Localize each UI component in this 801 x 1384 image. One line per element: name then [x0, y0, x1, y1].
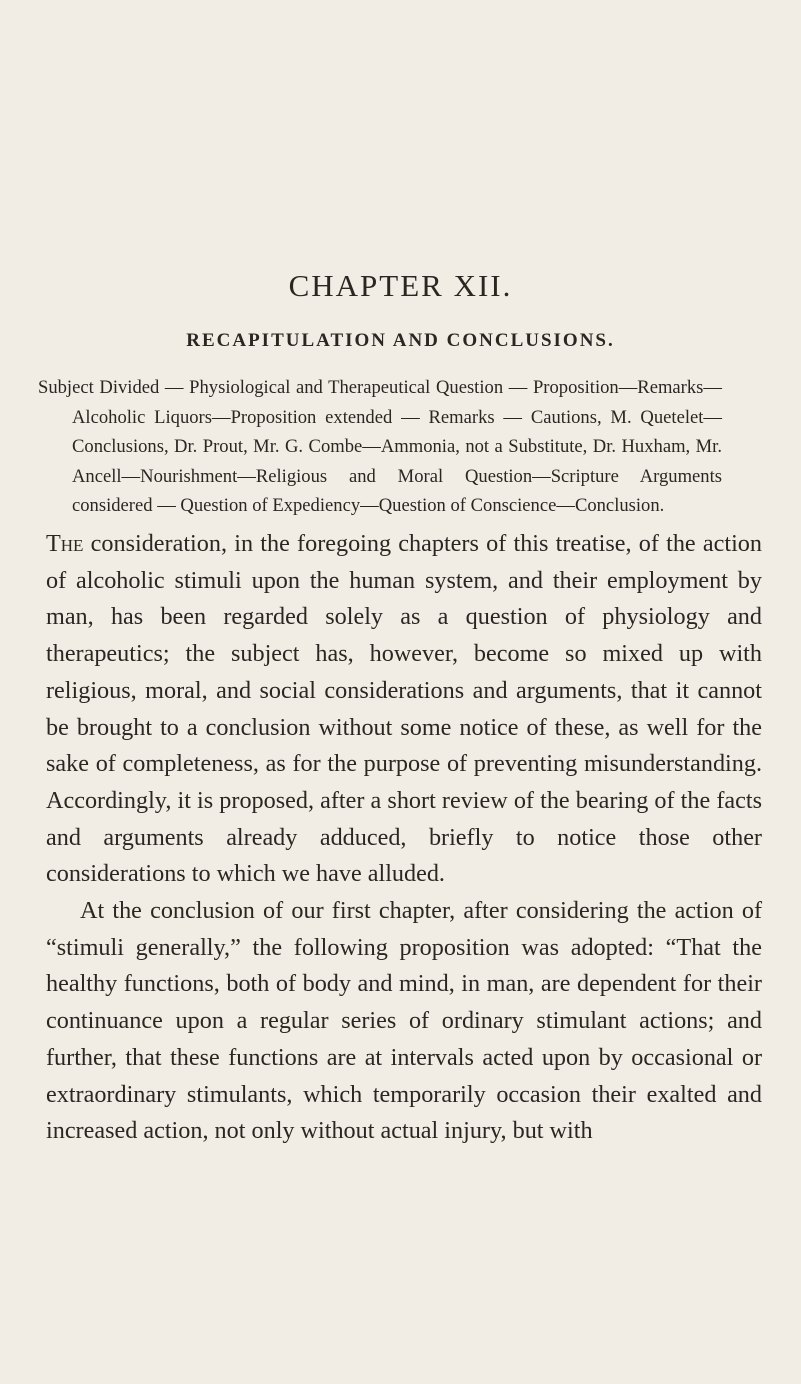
chapter-synopsis: Subject Divided — Physiological and Therapeutical Question — Proposition—Remarks—Alcoholic Liquors—Proposition extended — Remarks — Cautions, M. Quetelet—Conclusions, Dr. Prout, Mr. G. Combe—Ammonia, not a Substitute, Dr. Huxham, Mr. Ancell—Nourishment—Religious and Moral Question—Scripture Arguments considered — Question of Expediency—Question of Conscience—Conclusion. [38, 377, 722, 516]
paragraph-2: At the conclusion of our first chapter, after considering the action of “stimuli generally,” the following proposition was adopted: “That the healthy functions, both of body and mind, in man, are dependent for their continuance upon a regular series of ordinary stimulant actions; and further, that these functions are at intervals acted upon by occasional or extraordinary stimulants, which temporarily occasion their exalted and increased action, not only without actual injury, but with [46, 897, 762, 1145]
paragraph-1-text: consideration, in the foregoing chapters of this treatise, of the action of alcoholic stimuli upon the human system, and their employment by man, has been regarded solely as a question of physiology and therapeutics; the subject has, however, become so mixed up with religious, moral, and social considerations and arguments, that it cannot be brought to a conclusion without some notice of these, as well for the sake of completeness, as for the purpose of preventing misunderstanding. Accordingly, it is proposed, after a short review of the bearing of the facts and arguments already adduced, briefly to notice those other considerations to which we have alluded. [46, 530, 762, 888]
chapter-subtitle: RECAPITULATION AND CONCLUSIONS. [186, 330, 615, 351]
paragraph-1 [46, 526, 762, 893]
opening-word: The [46, 530, 84, 557]
chapter-body [46, 526, 762, 1150]
chapter-title: CHAPTER XII. [288, 268, 513, 303]
